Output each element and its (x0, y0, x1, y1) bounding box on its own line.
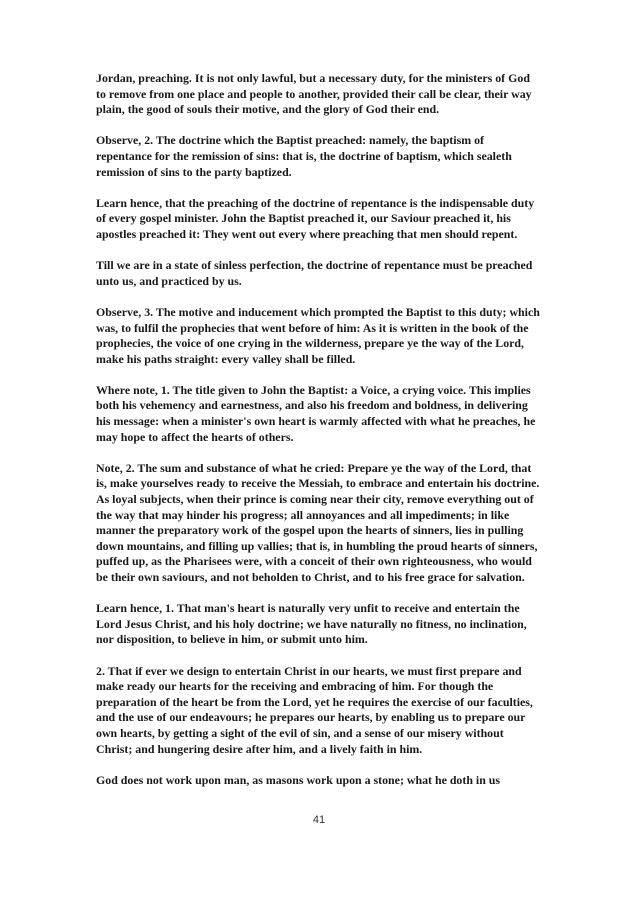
paragraph: Learn hence, 1. That man's heart is naturally very unfit to receive and entertain the Lord Jesus Christ, and his holy doctrine; we have naturally no fitness, no inclination, nor disposition, to believe in him, or submit unto him. (96, 601, 527, 647)
paragraph: Jordan, preaching. It is not only lawful, but a necessary duty, for the ministers of God to remove from one place and people to another, provided their call be clear, their way plain, the good of souls their motive, and the glory of God their end. (96, 71, 532, 117)
paragraph: Observe, 2. The doctrine which the Baptist preached: namely, the baptism of repentance for the remission of sins: that is, the doctrine of baptism, which sealeth remission of sins to the party baptized. (96, 133, 512, 179)
paragraph: Note, 2. The sum and substance of what he cried: Prepare ye the way of the Lord, that is, make yourselves ready to receive the Messiah, to embrace and entertain his doctrine. As loyal subjects, when their prince is coming near their city, remove everything out of the way that may hinder his progress; all annoyances and all impediments; in like manner the preparatory work of the gospel upon the hearts of sinners, lies in pulling down mountains, and filling up vallies; that is, in humbling the proud hearts of sinners, puffed up, as the Pharisees were, with a conceit of their own righteousness, who would be their own saviours, and not beholden to Christ, and to his free grace for salvation. (96, 460, 540, 584)
paragraph: God does not work upon man, as masons work upon a stone; what he doth in us (96, 772, 501, 787)
paragraph: Where note, 1. The title given to John the Baptist: a Voice, a crying voice. This implies both his vehemency and earnestness, and also his freedom and boldness, in delivering his message: when a minister's own heart is warmly affected with what he preaches, he may hope to affect the hearts of others. (96, 382, 536, 444)
paragraph: Learn hence, that the preaching of the doctrine of repentance is the indispensable duty of every gospel minister. John the Baptist preached it, our Saviour preached it, his apostles preached it: They went out every where preaching that men should repent. (96, 195, 535, 241)
page-number: 41 (312, 814, 326, 826)
paragraph: 2. That if ever we design to entertain Christ in our hearts, we must first prepare and make ready our hearts for the receiving and embracing of him. For though the preparation of the heart be from the Lord, yet he requires the exercise of our faculties, and the use of our endeavours; he prepares our hearts, by enabling us to prepare our own hearts, by getting a sight of the evil of sin, and a sense of our misery without Christ; and hungering desire after him, and a lively faith in him. (96, 663, 533, 756)
paragraph: Till we are in a state of sinless perfection, the doctrine of repentance must be preached unto us, and practiced by us. (96, 258, 533, 288)
paragraph: Observe, 3. The motive and inducement which prompted the Baptist to this duty; which was, to fulfil the prophecies that went before of him: As it is written in the book of the prophecies, the voice of one crying in the wilderness, prepare ye the way of the Lord, make his paths straight: every valley shall be filled. (96, 304, 540, 366)
body-text (96, 71, 542, 804)
